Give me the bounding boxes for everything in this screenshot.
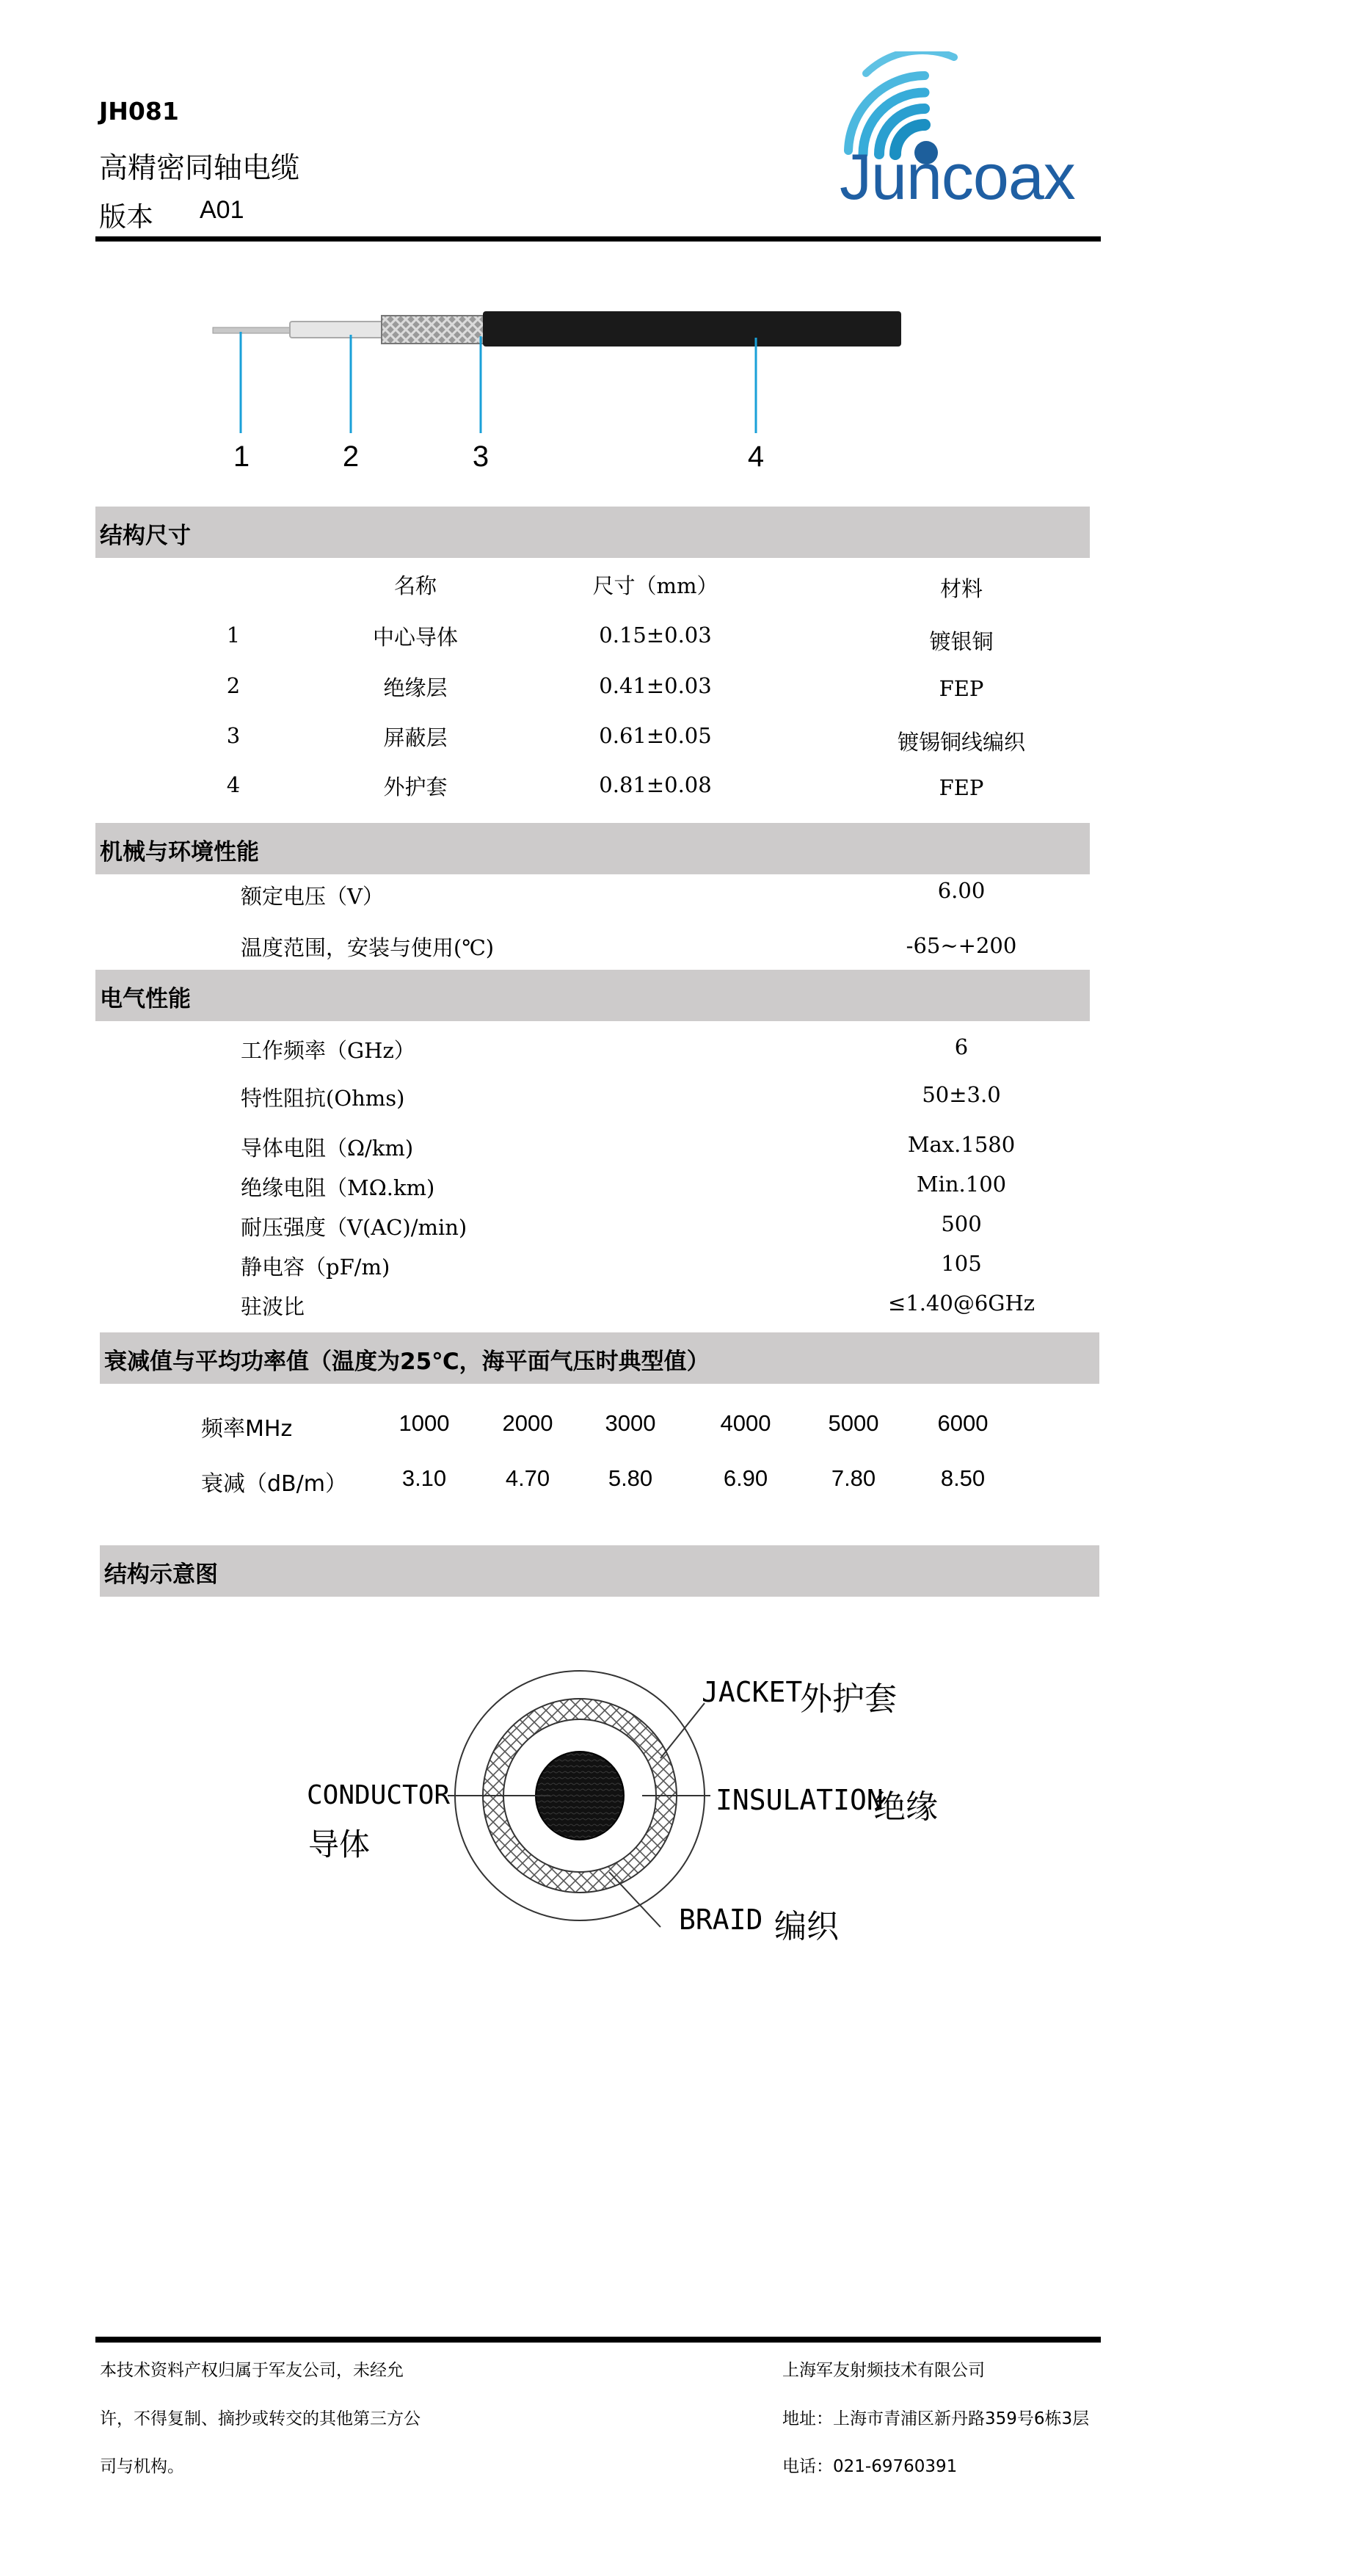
structure-row-name: 中心导体 [372, 625, 459, 650]
spec-value: ≤1.40@6GHz [887, 1291, 1035, 1316]
freq-value: 1000 [398, 1410, 450, 1436]
spec-label: 绝缘电阻（MΩ.km) [241, 1175, 435, 1200]
structure-row-size: 0.41±0.03 [599, 673, 712, 698]
spec-value: 50±3.0 [922, 1082, 1001, 1107]
spec-value: 6.00 [937, 878, 986, 903]
freq-value: 3000 [605, 1410, 656, 1436]
atten-value: 7.80 [831, 1465, 876, 1491]
callout-1: 1 [233, 440, 250, 473]
structure-row-name: 绝缘层 [383, 675, 448, 700]
spec-label: 静电容（pF/m) [241, 1255, 390, 1280]
atten-value: 8.50 [940, 1465, 986, 1491]
jacket-label-cn: 外护套 [800, 1680, 897, 1718]
atten-value: 4.70 [505, 1465, 550, 1491]
atten-value: 3.10 [401, 1465, 447, 1491]
attenuation-section-title: 衰减值与平均功率值（温度为25℃，海平面气压时典型值） [104, 1349, 710, 1375]
braid-label-cn: 编织 [774, 1908, 839, 1945]
mechanical-section-title: 机械与环境性能 [100, 839, 259, 866]
spec-value: Min.100 [916, 1172, 1007, 1197]
atten-value: 6.90 [723, 1465, 768, 1491]
spec-label: 额定电压（V） [241, 884, 384, 909]
structure-row-size: 0.81±0.08 [599, 772, 712, 797]
jacket-label-en: JACKET [702, 1676, 803, 1708]
spec-value: 6 [954, 1034, 969, 1059]
copyright-line: 本技术资料产权归属于军友公司，未经允 [100, 2361, 404, 2380]
cross-section-title: 结构示意图 [104, 1561, 218, 1588]
freq-value: 5000 [828, 1410, 879, 1436]
spec-label: 工作频率（GHz） [241, 1038, 415, 1063]
electrical-section-header [95, 970, 1090, 1021]
atten-value: 5.80 [608, 1465, 653, 1491]
mechanical-section-header [95, 823, 1090, 874]
cable-illustration [205, 294, 939, 499]
structure-row-material: 镀锡铜线编织 [897, 730, 1026, 755]
company-address: 地址：上海市青浦区新丹路359号6栋3层 [782, 2409, 1090, 2428]
braid-label-en: BRAID [679, 1904, 763, 1936]
structure-row-size: 0.15±0.03 [599, 623, 712, 647]
spec-label: 驻波比 [241, 1294, 305, 1319]
footer-divider [95, 2337, 1101, 2343]
model-number: JH081 [99, 97, 179, 126]
spec-value: Max.1580 [907, 1132, 1016, 1157]
callout-2: 2 [342, 440, 360, 473]
freq-value: 6000 [937, 1410, 989, 1436]
copyright-line: 司与机构。 [100, 2457, 184, 2476]
structure-row-no: 4 [226, 772, 241, 797]
col-header-name: 名称 [393, 573, 437, 598]
spec-label: 特性阻抗(Ohms) [241, 1086, 405, 1111]
spec-value: 500 [941, 1211, 982, 1236]
version-label: 版本 [99, 201, 153, 233]
structure-row-no: 3 [226, 723, 241, 748]
insulation-label-en: INSULATION [716, 1784, 884, 1816]
structure-row-no: 1 [226, 623, 241, 647]
conductor-label-en: CONDUCTOR [307, 1780, 451, 1810]
insulation-label-cn: 绝缘 [873, 1788, 938, 1826]
callout-4: 4 [747, 440, 765, 473]
header-divider [95, 236, 1101, 242]
copyright-line: 许，不得复制、摘抄或转交的其他第三方公 [100, 2409, 421, 2428]
structure-row-name: 屏蔽层 [383, 725, 448, 750]
structure-row-no: 2 [226, 673, 241, 698]
spec-label: 温度范围，安装与使用(℃) [241, 935, 495, 960]
spec-value: 105 [941, 1251, 982, 1276]
structure-row-material: FEP [939, 676, 984, 701]
company-name: 上海军友射频技术有限公司 [782, 2361, 985, 2380]
atten-row-label: 衰减（dB/m） [201, 1471, 347, 1497]
structure-row-material: 镀银铜 [929, 629, 994, 654]
attenuation-section-header [100, 1332, 1099, 1384]
spec-label: 耐压强度（V(AC)/min) [241, 1215, 467, 1240]
callout-3: 3 [472, 440, 489, 473]
spec-value: -65~+200 [906, 933, 1017, 958]
company-phone: 电话：021-69760391 [782, 2457, 958, 2476]
structure-row-name: 外护套 [383, 774, 448, 799]
structure-row-size: 0.61±0.05 [599, 723, 712, 748]
structure-row-material: FEP [939, 775, 984, 800]
company-logo [840, 51, 1093, 220]
structure-section-header [95, 507, 1090, 558]
product-name: 高精密同轴电缆 [99, 152, 300, 185]
freq-value: 2000 [502, 1410, 553, 1436]
col-header-size: 尺寸（mm） [592, 573, 718, 598]
version-value: A01 [200, 196, 244, 224]
freq-row-label: 频率MHz [201, 1416, 293, 1442]
logo-text: Juncoax [840, 140, 1075, 213]
freq-value: 4000 [720, 1410, 771, 1436]
structure-section-title: 结构尺寸 [100, 523, 191, 549]
spec-label: 导体电阻（Ω/km) [241, 1136, 414, 1161]
conductor-label-cn: 导体 [308, 1826, 371, 1862]
electrical-section-title: 电气性能 [100, 986, 191, 1012]
cross-section-header [100, 1545, 1099, 1597]
col-header-material: 材料 [939, 576, 983, 601]
